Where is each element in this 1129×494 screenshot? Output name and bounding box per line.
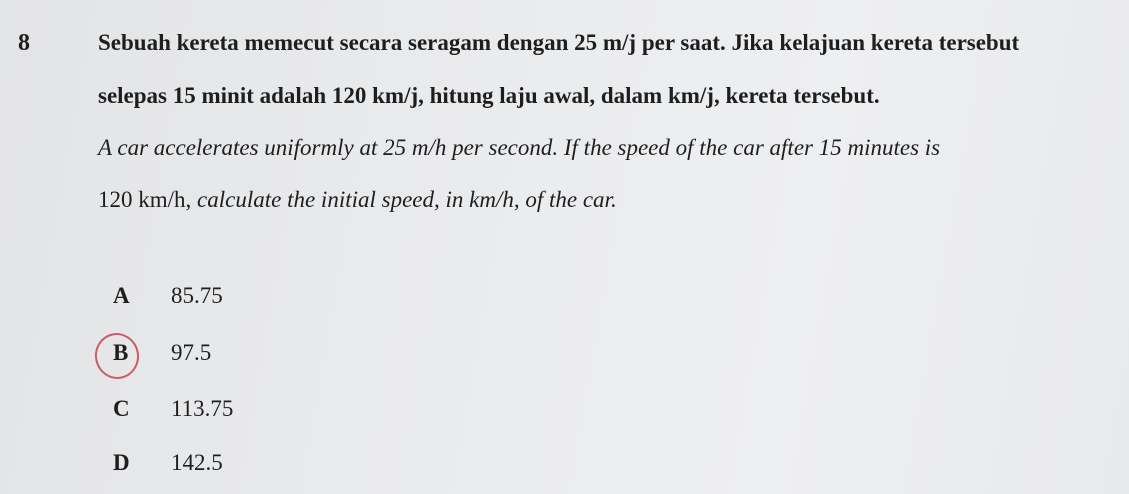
question-english-line-2-text: calculate the initial speed, in km/h, of the car.: [191, 187, 617, 212]
option-c-letter: C: [113, 396, 130, 421]
option-d-letter: D: [113, 450, 130, 475]
option-b-value: 97.5: [171, 340, 212, 365]
question-english-line-2: [98, 187, 617, 213]
option-d-value: 142.5: [171, 450, 223, 475]
question-malay-line-1: Sebuah kereta memecut secara seragam dengan 25 m/j per saat. Jika kelajuan kereta tersebut: [98, 30, 1020, 55]
option-c-value: 113.75: [171, 396, 234, 421]
option-a-letter: A: [113, 283, 130, 308]
speed-value: 120 km/h,: [98, 187, 192, 212]
option-a-value: 85.75: [171, 283, 223, 308]
question-number: 8: [18, 30, 30, 56]
option-b-letter: B: [113, 340, 129, 365]
question-english-line-1: A car accelerates uniformly at 25 m/h per second. If the speed of the car after 15 minutes is: [98, 135, 941, 160]
question-malay-line-2: selepas 15 minit adalah 120 km/j, hitung laju awal, dalam km/j, kereta tersebut.: [98, 83, 880, 108]
